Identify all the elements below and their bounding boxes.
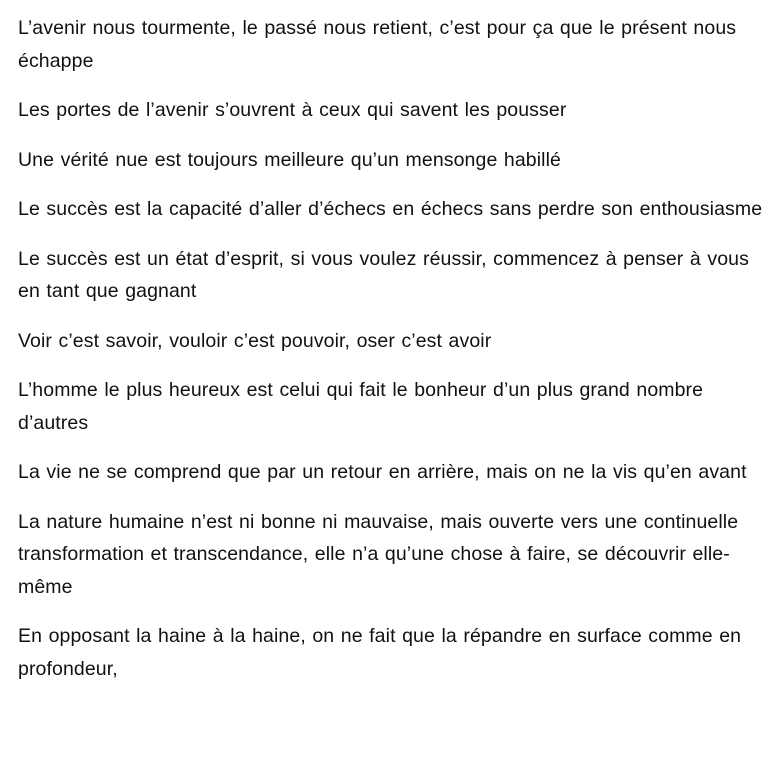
quote-paragraph: Une vérité nue est toujours meilleure qu’un mensonge habillé: [18, 148, 561, 171]
quote-paragraph: En opposant la haine à la haine, on ne fait que la répandre en surface comme en profondeur,: [18, 625, 742, 680]
quote-paragraph: La nature humaine n’est ni bonne ni mauvaise, mais ouverte vers une continuelle transformation et transcendance, elle n’a qu’une chose à faire, se découvrir elle-même: [18, 510, 739, 598]
quote-paragraph: L’avenir nous tourmente, le passé nous retient, c’est pour ça que le présent nous échappe: [18, 17, 737, 72]
quote-paragraph: Les portes de l’avenir s’ouvrent à ceux qui savent les pousser: [18, 99, 567, 121]
quote-paragraph: Voir c’est savoir, vouloir c’est pouvoir, oser c’est avoir: [18, 329, 492, 352]
quote-paragraph: La vie ne se comprend que par un retour en arrière, mais on ne la vis qu’en avant: [18, 461, 747, 483]
quotes-document: [18, 12, 766, 702]
quote-paragraph: L’homme le plus heureux est celui qui fait le bonheur d’un plus grand nombre d’autres: [18, 379, 704, 434]
quote-paragraph: Le succès est un état d’esprit, si vous voulez réussir, commencez à penser à vous en tant que gagnant: [18, 247, 749, 302]
quote-paragraph: Le succès est la capacité d’aller d’échecs en échecs sans perdre son enthousiasme: [18, 198, 763, 220]
